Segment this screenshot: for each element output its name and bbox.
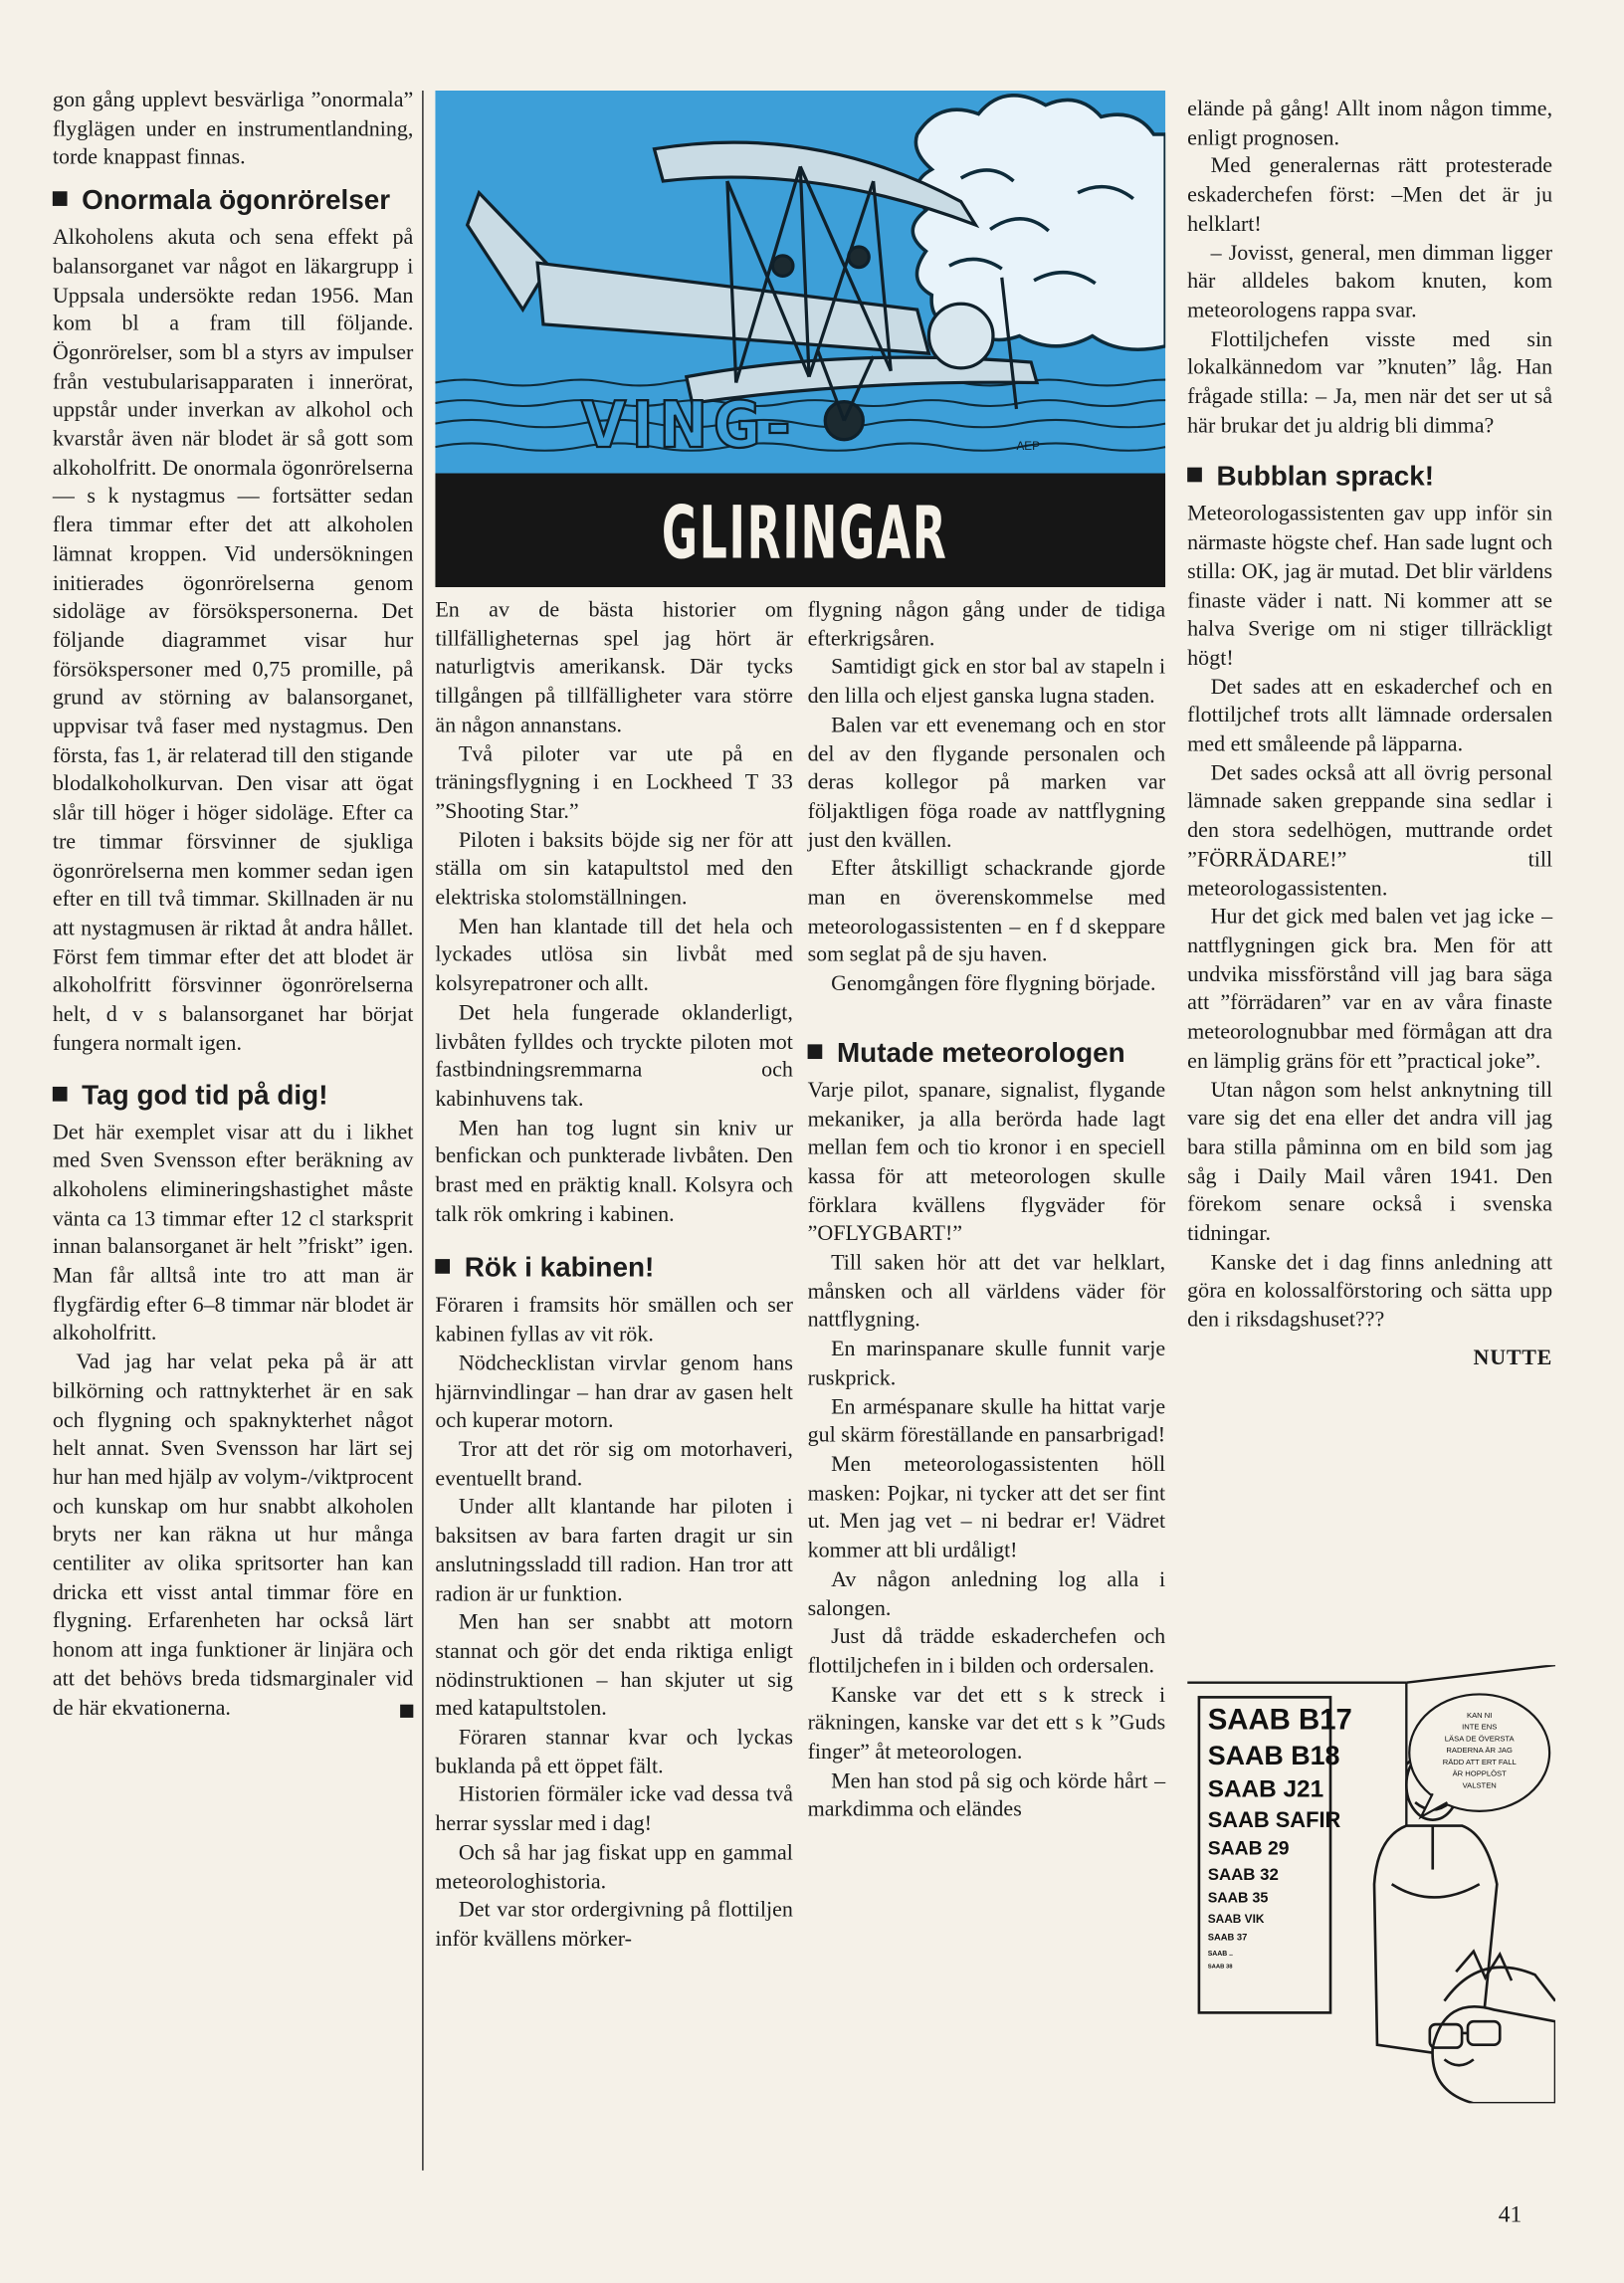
column-4 [1187, 97, 1552, 1373]
speech-line: RÄDD ATT ERT FALL [1442, 1757, 1517, 1766]
eye-chart-line: SAAB SAFIR [1207, 1806, 1341, 1832]
paragraph: Men han stod på sig och körde hårt – markdimma och eländes [807, 1769, 1166, 1822]
speech-line: KAN NI [1466, 1710, 1493, 1720]
paragraph: Samtidigt gick en stor bal av stapeln i den lilla och eljest ganska lugna staden. [807, 656, 1166, 709]
eye-chart-line: SAAB B17 [1207, 1703, 1352, 1737]
heading-text: Onormala ögonrörelser [82, 185, 391, 217]
eye-chart-cartoon [1187, 1665, 1555, 2103]
title-top: VING- [581, 388, 797, 464]
section-heading-rok-i-kabinen [435, 1254, 793, 1285]
eye-chart-line: SAAB J21 [1207, 1775, 1324, 1803]
column-2 [435, 597, 793, 1955]
paragraph: Flottiljchefen visste med sin lokalkännedom var ”knuten” låg. Han frågade stilla: – Ja, men när det ser ut så här brukar det ju aldrig bli dimma? [1187, 327, 1553, 438]
paragraph: Det var stor ordergivning på flottiljen inför kvällens mörker- [435, 1899, 793, 1952]
column-3 [808, 597, 1166, 1825]
speech-line: VALSTEN [1462, 1780, 1497, 1790]
square-bullet-icon [808, 1044, 823, 1059]
paragraph: Kanske var det ett s k streck i räkningen, kanske var det ett s k ”Guds finger” åt meteorologen. [807, 1683, 1166, 1764]
speech-line: LÄSA DE ÖVERSTA [1444, 1734, 1515, 1744]
paragraph: Men meteorologassistenten höll masken: Pojkar, ni tycker att det ser fint ut. Men jag vet – ni bedrar er! Vädret kommer att bli urdåligt! [807, 1453, 1166, 1563]
eye-chart-line: SAAB 38 [1207, 1964, 1233, 1971]
eye-chart-line: SAAB .. [1207, 1950, 1233, 1958]
paragraph: En av de bästa historier om tillfälligheternas spel jag hört är naturligtvis amerikansk. Där tycks tillgången på tillfälligheter vara större än någon annanstans. [435, 598, 793, 737]
paragraph: Historien förmäler icke vad dessa två herrar sysslar med i dag! [435, 1783, 793, 1836]
speech-bubble [1409, 1694, 1549, 1816]
column-1 [53, 88, 414, 1724]
paragraph: Av någon anledning log alla i salongen. [807, 1567, 1166, 1621]
square-bullet-icon [53, 1086, 68, 1101]
paragraph: Föraren i framsits hör smällen och ser kabinen fyllas av vit rök. [435, 1295, 793, 1348]
paragraph: Varje pilot, spanare, signalist, flygande mekaniker, ja alla berörda hade lagt mellan fem och tio kronor i en speciell kassa för att meteorologen skulle förklara kvällens flygväder för ”OFLYGBART!” [807, 1079, 1166, 1247]
section-heading-tag-god-tid [53, 1080, 414, 1111]
square-bullet-icon [53, 191, 68, 206]
paragraph [53, 1349, 414, 1724]
paragraph: Under allt klantande har piloten i baksitsen av bara farten dragit ur sin anslutningssladd till radion. Han tror att radion är ur funktion. [435, 1496, 793, 1606]
author-signature: NUTTE [1473, 1346, 1553, 1370]
section-heading-onormala [53, 186, 414, 217]
paragraph: Det här exemplet visar att du i likhet med Sven Svensson efter beräkning av alkoholens elimineringshastighet måste vänta ca 13 timmar efter 12 cl starksprit innan balansorganet är helt ”friskt” igen. Man får alltså inte tro att man är flygfärdig efter 6–8 timmar när blodet är alkoholfritt. [52, 1121, 414, 1347]
eye-chart-line: SAAB 37 [1207, 1931, 1248, 1943]
paragraph: Kanske det i dag finns anledning att göra en kolossalförstoring och sätta upp den i riksdagshuset??? [1187, 1251, 1553, 1333]
paragraph: Meteorologassistenten gav upp inför sin närmaste högste chef. Han sade lugnt och stilla: OK, jag är mutad. Det blir världens finaste väder i natt. Ni kommer att se halva Sverige om ni stiger tillräckligt högt! [1187, 503, 1553, 671]
paragraph-text: Vad jag har velat peka på är att bilkörning och rattnykterhet är en sak och flygning och spaknykterhet något helt annat. Sven Svensson har lärt sej hur han med hjälp av volym-/viktprocent och kunskap om hur snabbt alkoholen bryts ner kan räkna ut hur många centiliter av olika spritsorter han kan dricka ett visst antal timmar före en flygning. Erfarenheten har också lärt honom att inga funktioner är linjära och att det behövs breda tidsmarginaler vid de här ekvationerna. [52, 1350, 414, 1721]
paragraph: Piloten i baksits böjde sig ner för att ställa om sin katapultstol med den elektriska stolomställningen. [435, 829, 793, 911]
artist-signature: AEP [1016, 440, 1040, 454]
paragraph: Två piloter var ute på en träningsflygning i en Lockheed T 33 ”Shooting Star.” [435, 742, 793, 824]
column-divider [422, 91, 423, 2171]
eye-chart-line: SAAB 32 [1207, 1864, 1279, 1884]
paragraph: Föraren stannar kvar och lyckas buklanda på ett öppet fält. [435, 1726, 793, 1779]
eye-chart-line: SAAB B18 [1207, 1740, 1340, 1770]
end-mark-icon [400, 1704, 413, 1717]
paragraph: Men han klantade till det hela och lyckades utlösa sin livbåt med kolsyrepatroner och allt. [435, 915, 793, 997]
heading-text: Rök i kabinen! [464, 1253, 655, 1285]
paragraph: Tror att det rör sig om motorhaveri, eventuellt brand. [435, 1438, 793, 1491]
square-bullet-icon [435, 1260, 450, 1275]
paragraph: Det hela fungerade oklanderligt, livbåten fylldes och tryckte piloten mot fastbindningsremmarna och kabinhuvens tak. [435, 1001, 793, 1112]
heading-text: Tag god tid på dig! [82, 1080, 328, 1112]
section-heading-bubblan-sprack [1187, 462, 1552, 493]
eye-chart-line: SAAB 29 [1207, 1837, 1290, 1860]
speech-line: INTE ENS [1462, 1722, 1498, 1732]
eye-chart-line: SAAB VIK [1207, 1911, 1265, 1926]
paragraph: En arméspanare skulle ha hittat varje gul skärm föreställande en pansarbrigad! [807, 1395, 1166, 1448]
section-heading-mutade-meteorologen [808, 1038, 1166, 1069]
paragraph: Men han tog lugnt sin kniv ur benfickan och punkterade livbåten. Den brast med en präktig knall. Kolsyra och talk rök omkring i kabinen. [435, 1117, 793, 1227]
paragraph: Hur det gick med balen vet jag icke – nattflygningen gick bra. Men för att undvika missförstånd vill jag bara säga att ”förrädaren” var en av våra finaste meteorolognubbar med förmågan att dra en lämplig gräns för ett ”practical joke”. [1187, 906, 1553, 1074]
paragraph: Med generalernas rätt protesterade eskaderchefen först: –Men det är ju helklart! [1187, 155, 1553, 237]
square-bullet-icon [1187, 468, 1202, 483]
heading-text: Mutade meteorologen [836, 1038, 1125, 1070]
page-number: 41 [1498, 2202, 1522, 2228]
paragraph: Just då trädde eskaderchefen och flottiljchefen in i bilden och ordersalen. [807, 1625, 1166, 1679]
speech-line: RADERNA ÄR JAG [1446, 1746, 1513, 1756]
paragraph: flygning någon gång under de tidiga efterkrigsåren. [807, 598, 1166, 652]
paragraph: elände på gång! Allt inom någon timme, enligt prognosen. [1187, 98, 1553, 150]
speech-line: ÄR HOPPLÖST [1452, 1768, 1507, 1778]
heading-text: Bubblan sprack! [1216, 462, 1435, 494]
paragraph: Nödchecklistan virvlar genom hans hjärnvindlingar – han drar av gasen helt och kuperar motorn. [435, 1351, 793, 1434]
paragraph: En marinspanare skulle funnit varje ruskprick. [807, 1338, 1166, 1390]
eye-chart-line: SAAB 35 [1207, 1890, 1269, 1907]
paragraph: Utan någon som helst anknytning till vare sig det ena eller det andra vill jag bara stilla påminna om en bild som jag såg i Daily Mail våren 1941. Den förekom senare också i svenska tidningar. [1187, 1078, 1553, 1246]
paragraph: Men han ser snabbt att motorn stannat och gör det enda riktiga enligt nödinstruktionen – han skjuter ut sig med katapultstolen. [435, 1611, 793, 1722]
paragraph: Alkoholens akuta och sena effekt på balansorganet var något en läkargrupp i Uppsala undersökte redan 1956. Man kom bl a fram till följande. Ögonrörelser, som bl a styrs av impulser från vestubularisapparaten i innerörat, uppstår under inverkan av alkohol och kvarstår även när blodet är så gott som alkoholfritt. De onormala ögonrörelserna — s k nystagmus — fortsätter sedan flera timmar efter det att alkoholen lämnat kroppen. Vid undersökningen initierades ögonrörelserna genom sidoläge av försökspersonerna. Det följande diagrammet visar hur försökspersoner med 0,75 promille, på grund av störning av balansorganet, uppvisar två faser med nystagmus. Den första, fas 1, är relaterad till den stigande blodalkoholkurvan. Den visar att ögat slår till höger i höger sidoläge. Efter ca tre timmar försvinner de sjukliga ögonrörelserna men kommer sedan igen efter en till två timmar. Skillnaden är nu att nystagmusen är riktad åt andra hållet. Först fem timmar efter det att blodet är alkoholfritt försvinner ögonrörelserna helt, d v s balansorganet har börjat fungera normalt igen. [52, 226, 414, 1056]
paragraph: Det sades också att all övrig personal lämnade saken greppande sina sedlar i den stora sedelhögen, muttrande ordet ”FÖRRÄDARE!” till meteorologassistenten. [1187, 761, 1553, 901]
paragraph: Det sades att en eskaderchef och en flottiljchef trots allt lämnade ordersalen med ett småleende på läpparna. [1187, 676, 1553, 757]
paragraph: – Jovisst, general, men dimman ligger här alldeles bakom knuten, kom meteorologens rappa svar. [1187, 241, 1553, 323]
intro-paragraph: gon gång upplevt besvärliga ”onormala” flyglägen under en instrumentlandning, torde knappast finnas. [52, 89, 414, 170]
paragraph: Genomgången före flygning började. [831, 972, 1156, 997]
title-bottom: GLIRINGAR [661, 491, 948, 576]
paragraph: Och så har jag fiskat upp en gammal meteorologhistoria. [435, 1841, 793, 1894]
paragraph: Efter åtskilligt schackrande gjorde man en överenskommelse med meteorologassistenten – en f d skeppare som seglat på de sju haven. [807, 857, 1166, 968]
paragraph: Till saken hör att det var helklart, månsken och all världens väder för nattflygning. [807, 1251, 1166, 1334]
vinggliringar-illustration [435, 91, 1165, 587]
paragraph: Balen var ett evenemang och en stor del av den flygande personalen och deras kollegor på marken var följaktligen föga roade av nattflygning just den kvällen. [807, 714, 1166, 853]
